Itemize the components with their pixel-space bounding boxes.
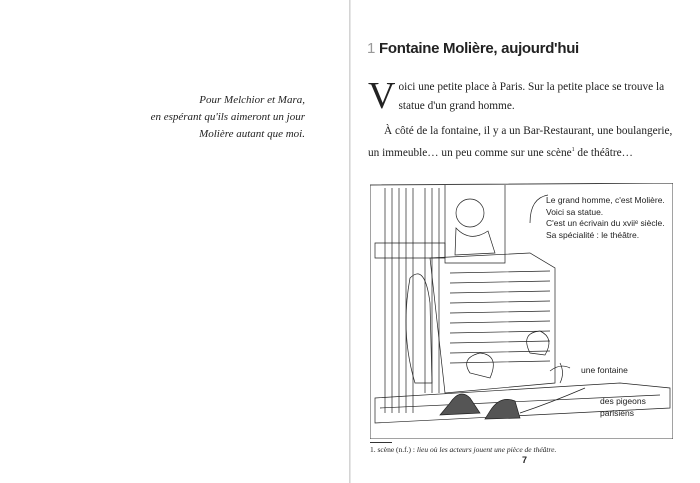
callout-pigeons — [600, 396, 646, 419]
callout-fountain: une fontaine — [581, 365, 628, 375]
chapter-number: 1 — [367, 40, 376, 57]
callout-line: des pigeons — [600, 396, 646, 406]
paragraph-text: de théâtre… — [574, 146, 633, 159]
paragraph-text: À côté de la fontaine, il y a un Bar-Restaurant, une boulangerie, un immeuble… un peu comme sur une scène — [368, 125, 673, 159]
paragraph-2 — [368, 122, 684, 163]
footnote — [370, 445, 556, 454]
footnote-ref: 1 — [571, 147, 575, 153]
chapter-title — [367, 40, 579, 57]
callout-line: Voici sa statue. — [546, 206, 604, 217]
footnote-definition: lieu où les acteurs jouent une pièce de théâtre. — [416, 445, 557, 454]
callout-line: Sa spécialité : le théâtre. — [546, 229, 640, 240]
callout-statue — [546, 195, 665, 241]
right-page — [351, 0, 700, 483]
drop-cap: V — [368, 75, 396, 117]
dedication — [151, 92, 305, 143]
footnote-term: 1. scène (n.f.) : — [370, 445, 415, 454]
dedication-line: Molière autant que moi. — [199, 128, 305, 140]
callout-line: C'est un écrivain du xviiᵉ siècle. — [546, 218, 665, 228]
page-number: 7 — [522, 455, 528, 465]
dedication-line: Pour Melchior et Mara, — [199, 94, 305, 106]
paragraph-1 — [368, 75, 684, 117]
illustration-moliere-fountain — [370, 183, 673, 439]
chapter-title-text: Fontaine Molière, aujourd'hui — [379, 40, 579, 57]
dedication-line: en espérant qu'ils aimeront un jour — [150, 111, 305, 123]
footnote-rule — [370, 442, 392, 443]
callout-line: Le grand homme, c'est Molière. — [546, 195, 665, 205]
paragraph-text: oici une petite place à Paris. Sur la petite place se trouve la statue d'un grand homme. — [398, 81, 665, 112]
callout-line: parisiens — [600, 407, 635, 418]
